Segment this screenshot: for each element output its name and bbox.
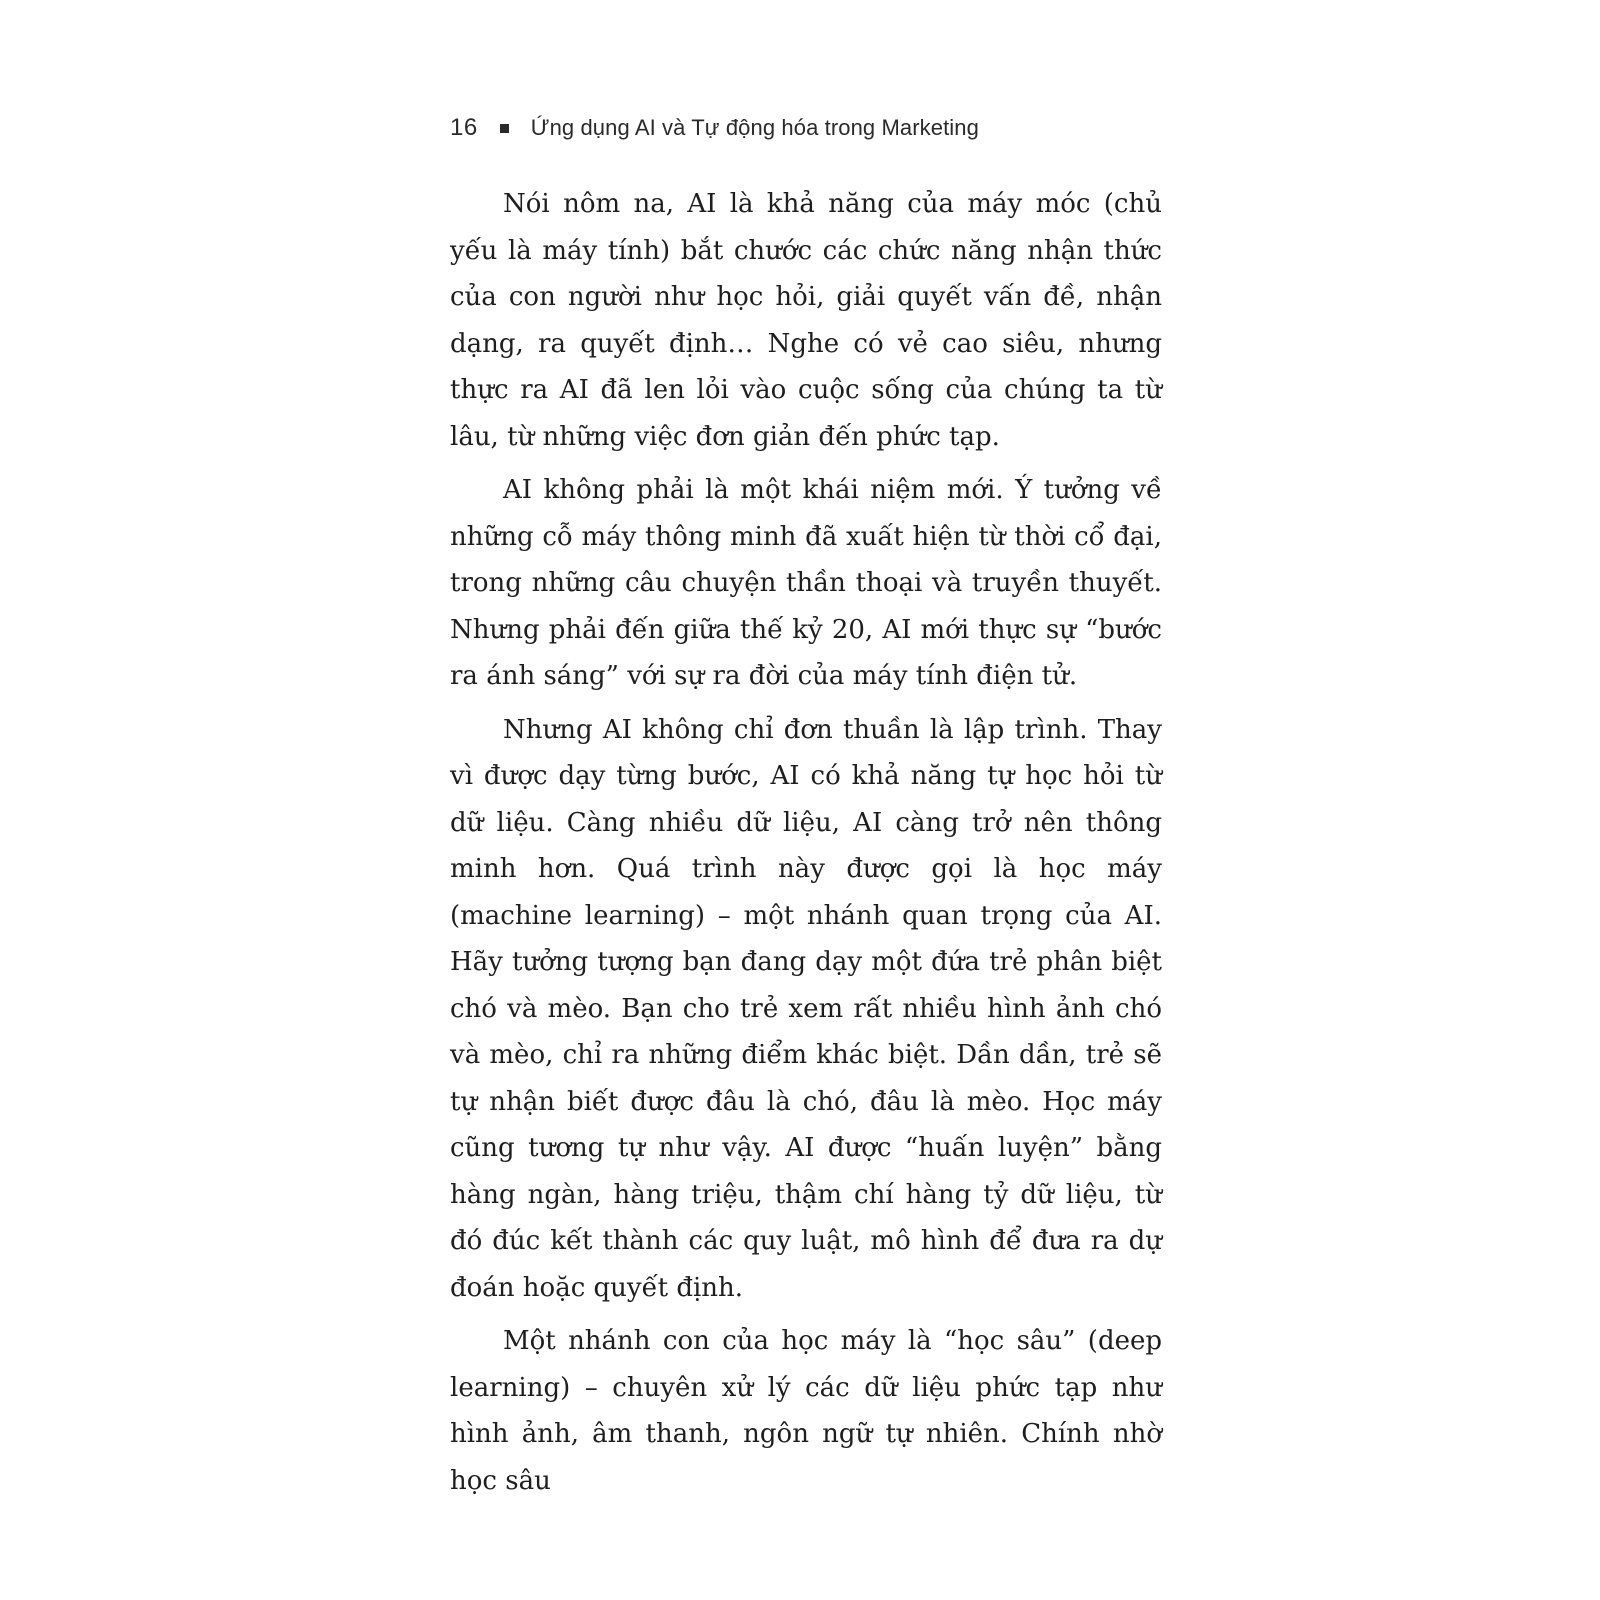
- paragraph-4: Một nhánh con của học máy là “học sâu” (deep learning) – chuyên xử lý các dữ liệu phức tạp như hình ảnh, âm thanh, ngôn ngữ tự nhiên. Chính nhờ học sâu: [450, 1326, 1162, 1496]
- square-bullet-icon: [500, 124, 509, 133]
- chapter-title: Ứng dụng AI và Tự động hóa trong Marketing: [530, 115, 979, 140]
- paragraph-3: Nhưng AI không chỉ đơn thuần là lập trình. Thay vì được dạy từng bước, AI có khả năng tự học hỏi từ dữ liệu. Càng nhiều dữ liệu, AI càng trở nên thông minh hơn. Quá trình này được gọi là học máy (machine learning) – một nhánh quan trọng của AI. Hãy tưởng tượng bạn đang dạy một đứa trẻ phân biệt chó và mèo. Bạn cho trẻ xem rất nhiều hình ảnh chó và mèo, chỉ ra những điểm khác biệt. Dần dần, trẻ sẽ tự nhận biết được đâu là chó, đâu là mèo. Học máy cũng tương tự như vậy. AI được “huấn luyện” bằng hàng ngàn, hàng triệu, thậm chí hàng tỷ dữ liệu, từ đó đúc kết thành các quy luật, mô hình để đưa ra dự đoán hoặc quyết định.: [450, 714, 1162, 1303]
- page-number: 16: [450, 114, 478, 141]
- paragraph-1: Nói nôm na, AI là khả năng của máy móc (chủ yếu là máy tính) bắt chước các chức năng nhận thức của con người như học hỏi, giải quyết vấn đề, nhận dạng, ra quyết định… Nghe có vẻ cao siêu, nhưng thực ra AI đã len lỏi vào cuộc sống của chúng ta từ lâu, từ những việc đơn giản đến phức tạp.: [450, 189, 1162, 452]
- paragraph-2: AI không phải là một khái niệm mới. Ý tưởng về những cỗ máy thông minh đã xuất hiện từ thời cổ đại, trong những câu chuyện thần thoại và truyền thuyết. Nhưng phải đến giữa thế kỷ 20, AI mới thực sự “bước ra ánh sáng” với sự ra đời của máy tính điện tử.: [450, 475, 1162, 691]
- body-text: [450, 181, 1162, 1511]
- running-header: [450, 110, 979, 146]
